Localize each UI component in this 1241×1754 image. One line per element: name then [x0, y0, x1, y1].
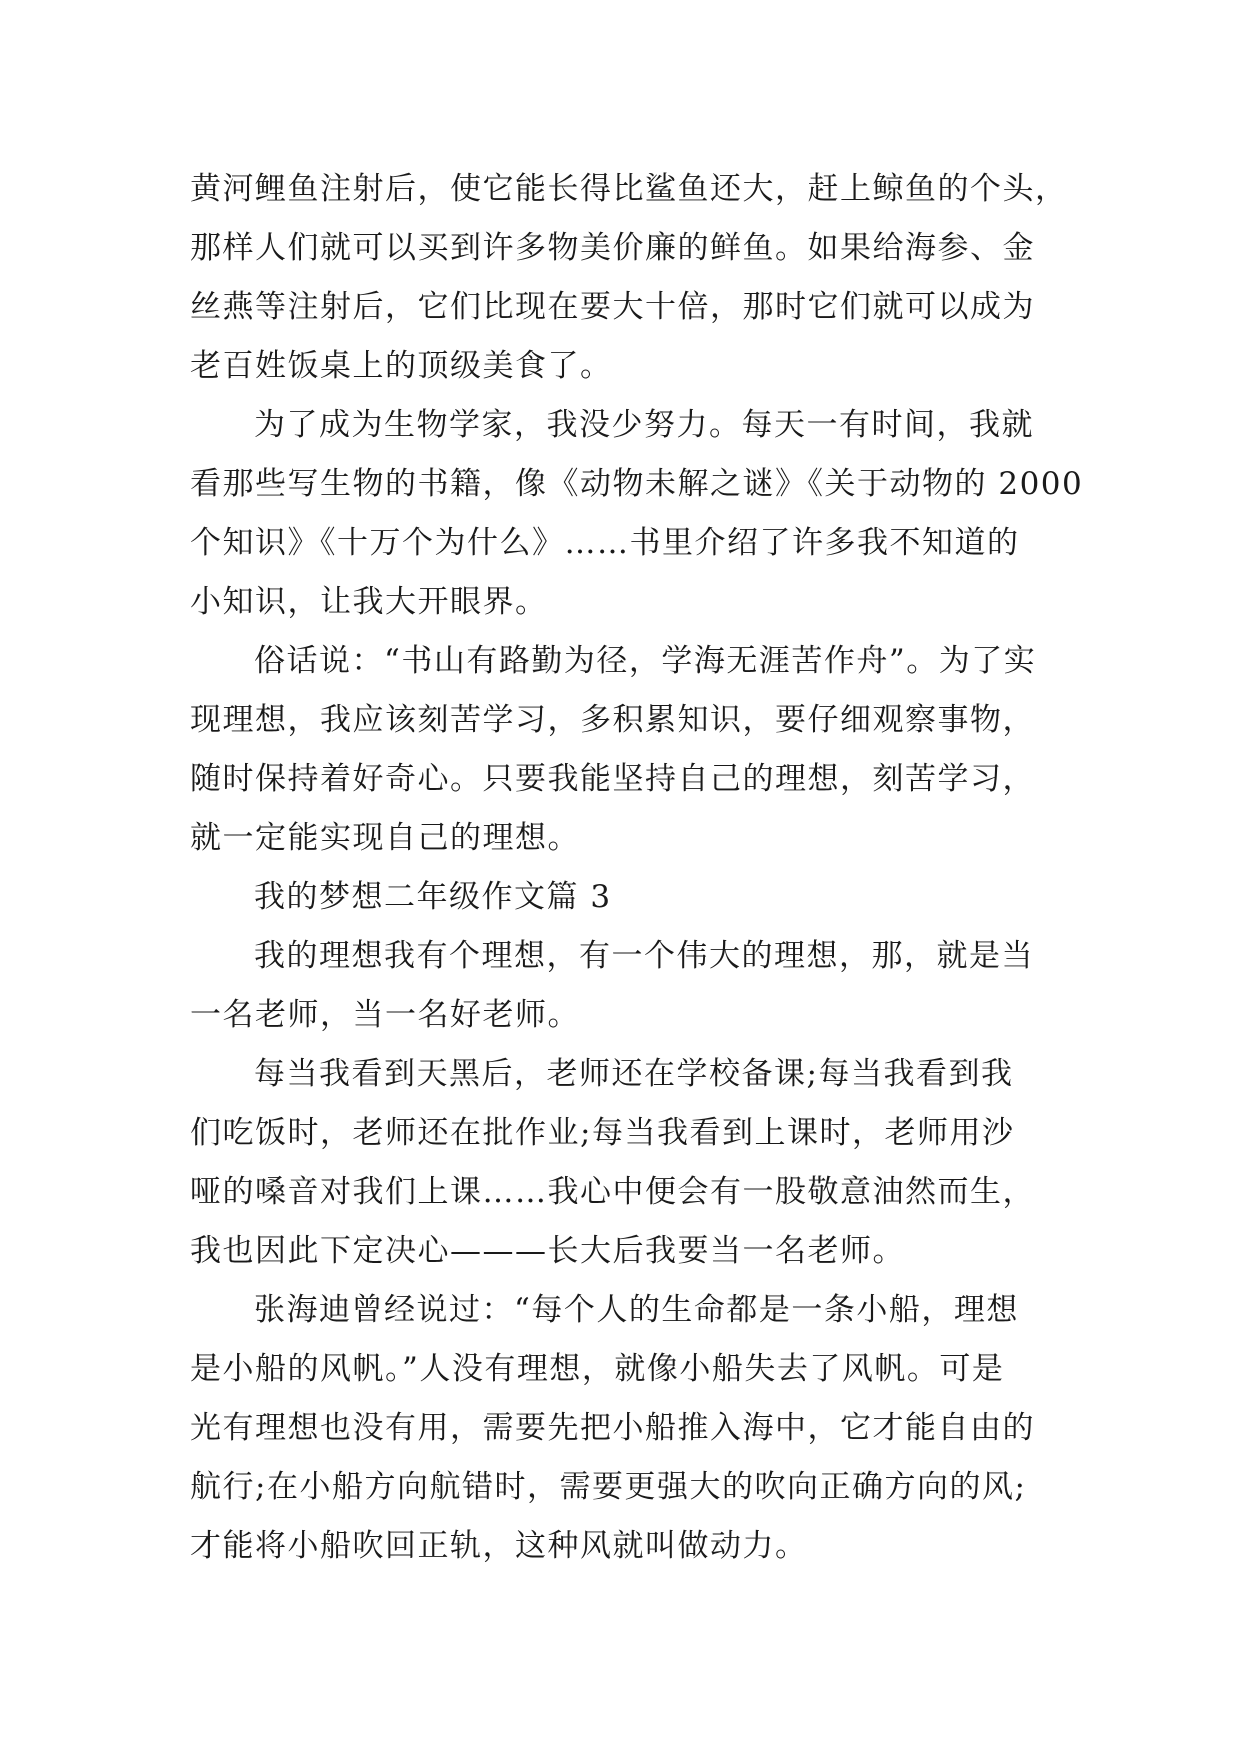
- text-line: 黄河鲤鱼注射后，使它能长得比鲨鱼还大，赶上鲸鱼的个头，: [190, 171, 1068, 207]
- paragraph-start-line: 为了成为生物学家，我没少努力。每天一有时间，我就: [254, 407, 1034, 443]
- document-body: [190, 160, 1084, 1576]
- text-line: 才能将小船吹回正轨，这种风就叫做动力。: [190, 1528, 808, 1564]
- text-line: 那样人们就可以买到许多物美价廉的鲜鱼。如果给海参、金: [190, 230, 1035, 266]
- text-line: 我也因此下定决心———长大后我要当一名老师。: [190, 1233, 905, 1269]
- text-line: 小知识，让我大开眼界。: [190, 584, 548, 620]
- text-line: 光有理想也没有用，需要先把小船推入海中，它才能自由的: [190, 1410, 1035, 1446]
- text-line: 随时保持着好奇心。只要我能坚持自己的理想，刻苦学习，: [190, 761, 1035, 797]
- text-line: 航行;在小船方向航错时，需要更强大的吹向正确方向的风;: [190, 1469, 1027, 1505]
- text-line: 丝燕等注射后，它们比现在要大十倍，那时它们就可以成为: [190, 289, 1035, 325]
- text-line: 一名老师，当一名好老师。: [190, 997, 580, 1033]
- paragraph-start-line: 我的理想我有个理想，有一个伟大的理想，那，就是当: [254, 938, 1034, 974]
- text-line: 们吃饭时，老师还在批作业;每当我看到上课时，老师用沙: [190, 1115, 1015, 1151]
- text-line: 是小船的风帆。”人没有理想，就像小船失去了风帆。可是: [190, 1351, 1005, 1387]
- paragraph-start-line: 张海迪曾经说过：“每个人的生命都是一条小船，理想: [254, 1292, 1019, 1328]
- paragraph-start-line: 俗话说：“书山有路勤为径，学海无涯苦作舟”。为了实: [254, 643, 1037, 679]
- text-line: 现理想，我应该刻苦学习，多积累知识，要仔细观察事物，: [190, 702, 1035, 738]
- text-line: 个知识》《十万个为什么》……书里介绍了许多我不知道的: [190, 525, 1020, 561]
- text-line: 看那些写生物的书籍，像《动物未解之谜》《关于动物的 2000: [190, 466, 1084, 502]
- text-line: 老百姓饭桌上的顶级美食了。: [190, 348, 613, 384]
- section-heading: 我的梦想二年级作文篇 3: [254, 879, 612, 915]
- paragraph-start-line: 每当我看到天黑后，老师还在学校备课;每当我看到我: [254, 1056, 1014, 1092]
- text-line: 哑的嗓音对我们上课……我心中便会有一股敬意油然而生，: [190, 1174, 1035, 1210]
- text-line: 就一定能实现自己的理想。: [190, 820, 580, 856]
